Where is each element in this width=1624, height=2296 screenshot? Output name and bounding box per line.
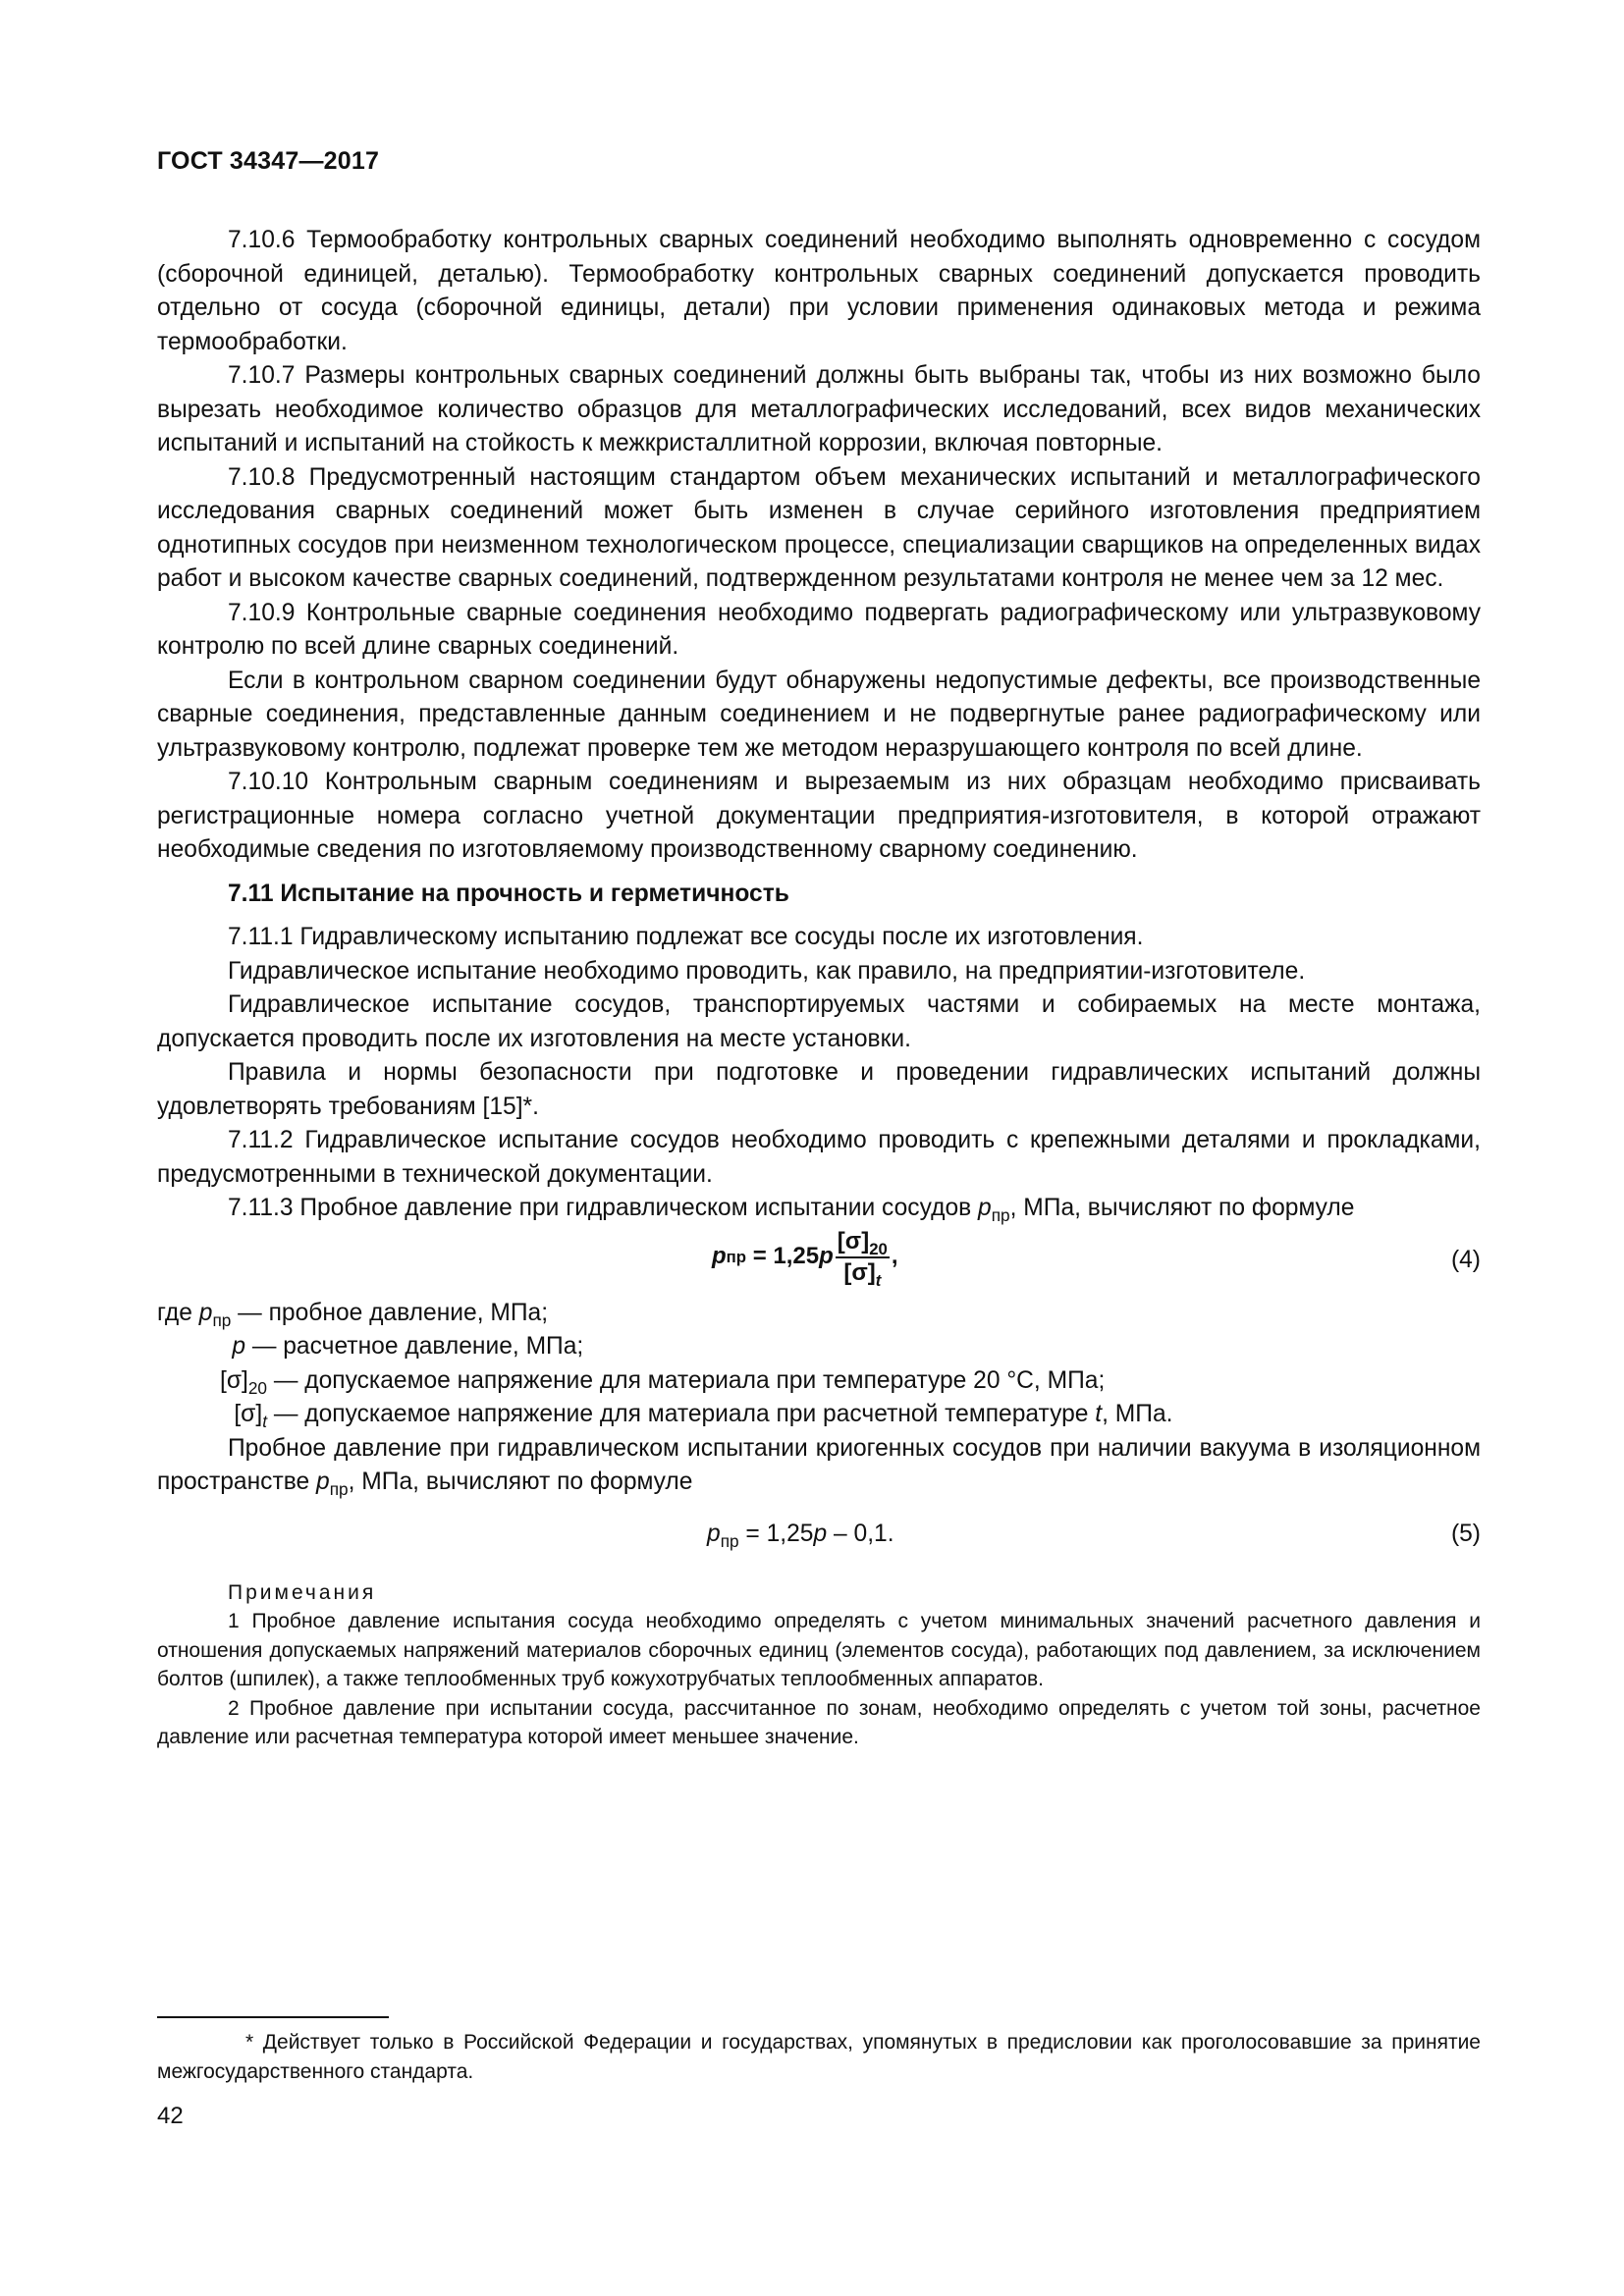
where-item: $[\sigma]_{20}$ — допускаемое напряжение для материала при температуре 20 °С, МПа; [219, 1366, 1106, 1398]
formula-5: $p_{пр} = 1,25p - 0,1$. (5) [157, 1512, 1481, 1563]
note-item: 2 Пробное давление при испытании сосуда, рассчитанное по зонам, необходимо определять с учетом той зоны, расчетное давление или расчетная температура которой имеет меньшее значение. [157, 1696, 1481, 1748]
footnote-divider [157, 2016, 389, 2018]
note-item: 1 Пробное давление испытания сосуда необходимо определять с учетом минимальных значений расчетного давления и отношения допускаемых напряжений материалов сборочных единиц (элементов сосуда), работающих под давлением, за исключением болтов (шпилек), а также теплообменных труб кожухотрубчатых теплообменных аппаратов. [157, 1610, 1481, 1690]
equation-number-5: (5) [1450, 1520, 1481, 1547]
standard-header: ГОСТ 34347—2017 [157, 147, 380, 175]
paragraph-onsite-test: Гидравлическое испытание сосудов, транспортируемых частями и собираемых на месте монтажа, допускается проводить после их изготовления на месте установки. [157, 991, 1481, 1052]
clause-7-11-3: 7.11.3 Пробное давление при гидравлическом испытании сосудов $p_{пр}$, МПа, вычисляют по формуле [228, 1195, 1355, 1226]
where-item: где $p_{пр}$ — пробное давление, МПа; [157, 1299, 549, 1330]
clause-7-10-9: 7.10.9 Контрольные сварные соединения необходимо подвергать радиографическому или ультразвуковому контролю по всей длине сварных соединений. [157, 599, 1481, 660]
equation-number-4: (4) [1450, 1246, 1481, 1273]
clause-7-10-6: 7.10.6 Термообработку контрольных сварных соединений необходимо выполнять одновременно с сосудом (сборочной единицей, деталью). Термообработку контрольных сварных соединений допускается проводить отдельно от сосуда (сборочной единицы, детали) при условии применения одинаковых метода и режима термообработки. [157, 227, 1481, 355]
where-item: p — расчетное давление, МПа; [232, 1333, 584, 1360]
formula-4: p пр = 1,25 p $\frac{[\sigma]_{20}}{[\sigma]_t}$ , (4) [712, 1227, 1481, 1290]
where-item: $[\sigma]_t$ — допускаемое напряжение для материала при расчетной температуре t, МПа. [234, 1401, 1173, 1432]
body-text [157, 224, 1481, 1752]
clause-7-10-8: 7.10.8 Предусмотренный настоящим стандартом объем механических испытаний и металлографического исследования сварных соединений может быть изменен в случае серийного изготовления предприятием однотипных сосудов при неизменном технологическом процессе, специализации сварщиков на определенных видах работ и высоком качестве сварных соединений, подтвержденном результатами контроля не менее чем за 12 мес. [157, 463, 1481, 592]
clause-7-11-1: 7.11.1 Гидравлическому испытанию подлежат все сосуды после их изготовления. [228, 924, 1144, 950]
clause-7-11-2: 7.11.2 Гидравлическое испытание сосудов необходимо проводить с крепежными деталями и прокладками, предусмотренными в технической документации. [157, 1127, 1481, 1188]
paragraph-manufacturer-test: Гидравлическое испытание необходимо проводить, как правило, на предприятии-изготовителе. [228, 957, 1306, 985]
footnote: * Действует только в Российской Федерации и государствах, упомянутых в предисловии как проголосовавшие за принятие межгосударственного стандарта. [157, 2031, 1481, 2083]
clause-7-10-10: 7.10.10 Контрольным сварным соединениям и вырезаемым из них образцам необходимо присваивать регистрационные номера согласно учетной документации предприятия-изготовителя, в которой отражают необходимые сведения по изготовляемому производственному сварному соединению. [157, 769, 1481, 863]
notes-title: Примечания [228, 1580, 377, 1604]
notes-block [157, 1578, 1481, 1752]
where-definitions [157, 1297, 1481, 1432]
page-number: 42 [157, 2103, 184, 2129]
clause-7-10-9-defects: Если в контрольном сварном соединении будут обнаружены недопустимые дефекты, все производственные сварные соединения, представленные данным соединением и не подвергнутые ранее радиографическому или ультразвуковому контролю, подлежат проверке тем же методом неразрушающего контроля по всей длине. [157, 667, 1481, 762]
formula-4-fraction: $\frac{[\sigma]_{20}}{[\sigma]_t}$ [837, 1227, 888, 1290]
section-title-7-11: 7.11 Испытание на прочность и герметичность [228, 880, 789, 907]
paragraph-safety-rules: Правила и нормы безопасности при подготовке и проведении гидравлических испытаний должны удовлетворять требованиям [15]*. [157, 1059, 1481, 1120]
paragraph-cryogenic: Пробное давление при гидравлическом испытании криогенных сосудов при наличии вакуума в изоляционном пространстве $p_{пр}$, МПа, вычисляют по формуле [157, 1434, 1481, 1500]
clause-7-10-7: 7.10.7 Размеры контрольных сварных соединений должны быть выбраны так, чтобы из них возможно было вырезать необходимое количество образцов для металлографических исследований, всех видов механических испытаний и испытаний на стойкость к межкристаллитной коррозии, включая повторные. [157, 362, 1481, 456]
